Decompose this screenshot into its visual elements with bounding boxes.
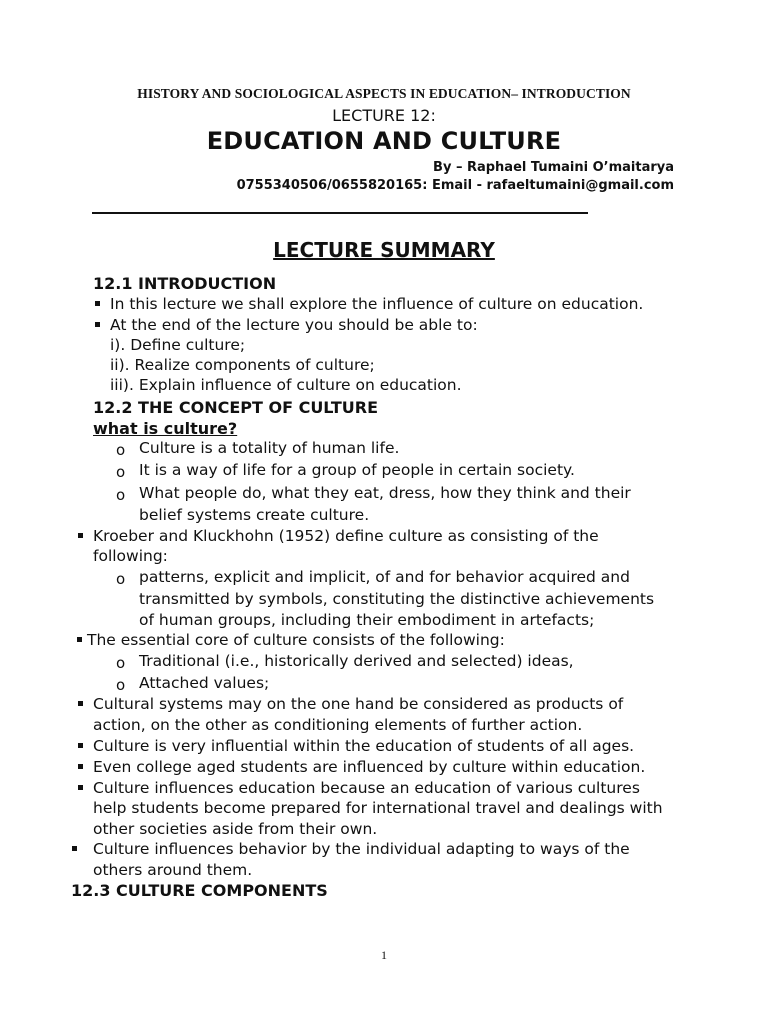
body-bullet: Culture influences education because an education of various cultures bbox=[93, 779, 640, 797]
body-bullet-continued: help students become prepared for international travel and dealings with bbox=[93, 799, 663, 817]
header-divider bbox=[92, 212, 588, 214]
section-heading-concept: 12.2 THE CONCEPT OF CULTURE bbox=[93, 398, 379, 417]
circle-bullet-marker: o bbox=[116, 654, 126, 672]
circle-item: What people do, what they eat, dress, how they think and their bbox=[139, 484, 631, 502]
circle-item: It is a way of life for a group of people in certain society. bbox=[139, 461, 575, 479]
intro-bullet-2: At the end of the lecture you should be able to: bbox=[110, 316, 478, 334]
objective-item: i). Define culture; bbox=[110, 336, 246, 354]
circle-item-continued: belief systems create culture. bbox=[139, 506, 370, 524]
body-bullet: Cultural systems may on the one hand be considered as products of bbox=[93, 695, 624, 713]
kroeber-line-continued: following: bbox=[93, 547, 168, 565]
bullet-marker bbox=[95, 301, 100, 306]
body-bullet-continued: others around them. bbox=[93, 861, 253, 879]
body-bullet-continued: other societies aside from their own. bbox=[93, 820, 378, 838]
summary-heading: LECTURE SUMMARY bbox=[273, 238, 495, 262]
bullet-marker bbox=[78, 701, 83, 706]
intro-bullet-1: In this lecture we shall explore the influence of culture on education. bbox=[110, 295, 644, 313]
objective-item: iii). Explain influence of culture on education. bbox=[110, 376, 462, 394]
bullet-marker bbox=[78, 533, 83, 538]
circle-bullet-marker: o bbox=[116, 570, 126, 588]
lecture-number: LECTURE 12: bbox=[332, 106, 436, 125]
section-heading-components: 12.3 CULTURE COMPONENTS bbox=[71, 881, 328, 900]
bullet-marker bbox=[95, 322, 100, 327]
bullet-marker bbox=[77, 637, 82, 642]
core-sub-item: Attached values; bbox=[139, 674, 270, 692]
author-line: By – Raphael Tumaini O’maitarya bbox=[433, 160, 674, 175]
kroeber-sub-item: patterns, explicit and implicit, of and for behavior acquired and bbox=[139, 568, 630, 586]
bullet-marker bbox=[78, 785, 83, 790]
course-title: HISTORY AND SOCIOLOGICAL ASPECTS IN EDUCATION– INTRODUCTION bbox=[137, 86, 631, 101]
body-bullet: Culture is very influential within the education of students of all ages. bbox=[93, 737, 635, 755]
circle-bullet-marker: o bbox=[116, 441, 126, 459]
kroeber-line: Kroeber and Kluckhohn (1952) define culture as consisting of the bbox=[93, 527, 599, 545]
body-bullet: Culture influences behavior by the individual adapting to ways of the bbox=[93, 840, 630, 858]
core-sub-item: Traditional (i.e., historically derived and selected) ideas, bbox=[139, 652, 574, 670]
bullet-marker bbox=[72, 846, 77, 851]
kroeber-sub-item-continued: transmitted by symbols, constituting the distinctive achievements bbox=[139, 590, 655, 608]
body-bullet: Even college aged students are influenced by culture within education. bbox=[93, 758, 646, 776]
lecture-title: EDUCATION AND CULTURE bbox=[206, 127, 562, 155]
contact-line: 0755340506/0655820165: Email - rafaeltumaini@gmail.com bbox=[236, 178, 674, 193]
subheading-what-is-culture: what is culture? bbox=[93, 419, 238, 438]
core-line: The essential core of culture consists of the following: bbox=[87, 631, 505, 649]
circle-bullet-marker: o bbox=[116, 486, 126, 504]
body-bullet-continued: action, on the other as conditioning elements of further action. bbox=[93, 716, 583, 734]
bullet-marker bbox=[78, 743, 83, 748]
objective-item: ii). Realize components of culture; bbox=[110, 356, 375, 374]
kroeber-sub-item-continued: of human groups, including their embodiment in artefacts; bbox=[139, 611, 595, 629]
section-heading-introduction: 12.1 INTRODUCTION bbox=[93, 274, 277, 293]
bullet-marker bbox=[78, 764, 83, 769]
circle-bullet-marker: o bbox=[116, 463, 126, 481]
circle-item: Culture is a totality of human life. bbox=[139, 439, 400, 457]
circle-bullet-marker: o bbox=[116, 676, 126, 694]
page-number: 1 bbox=[381, 948, 387, 962]
